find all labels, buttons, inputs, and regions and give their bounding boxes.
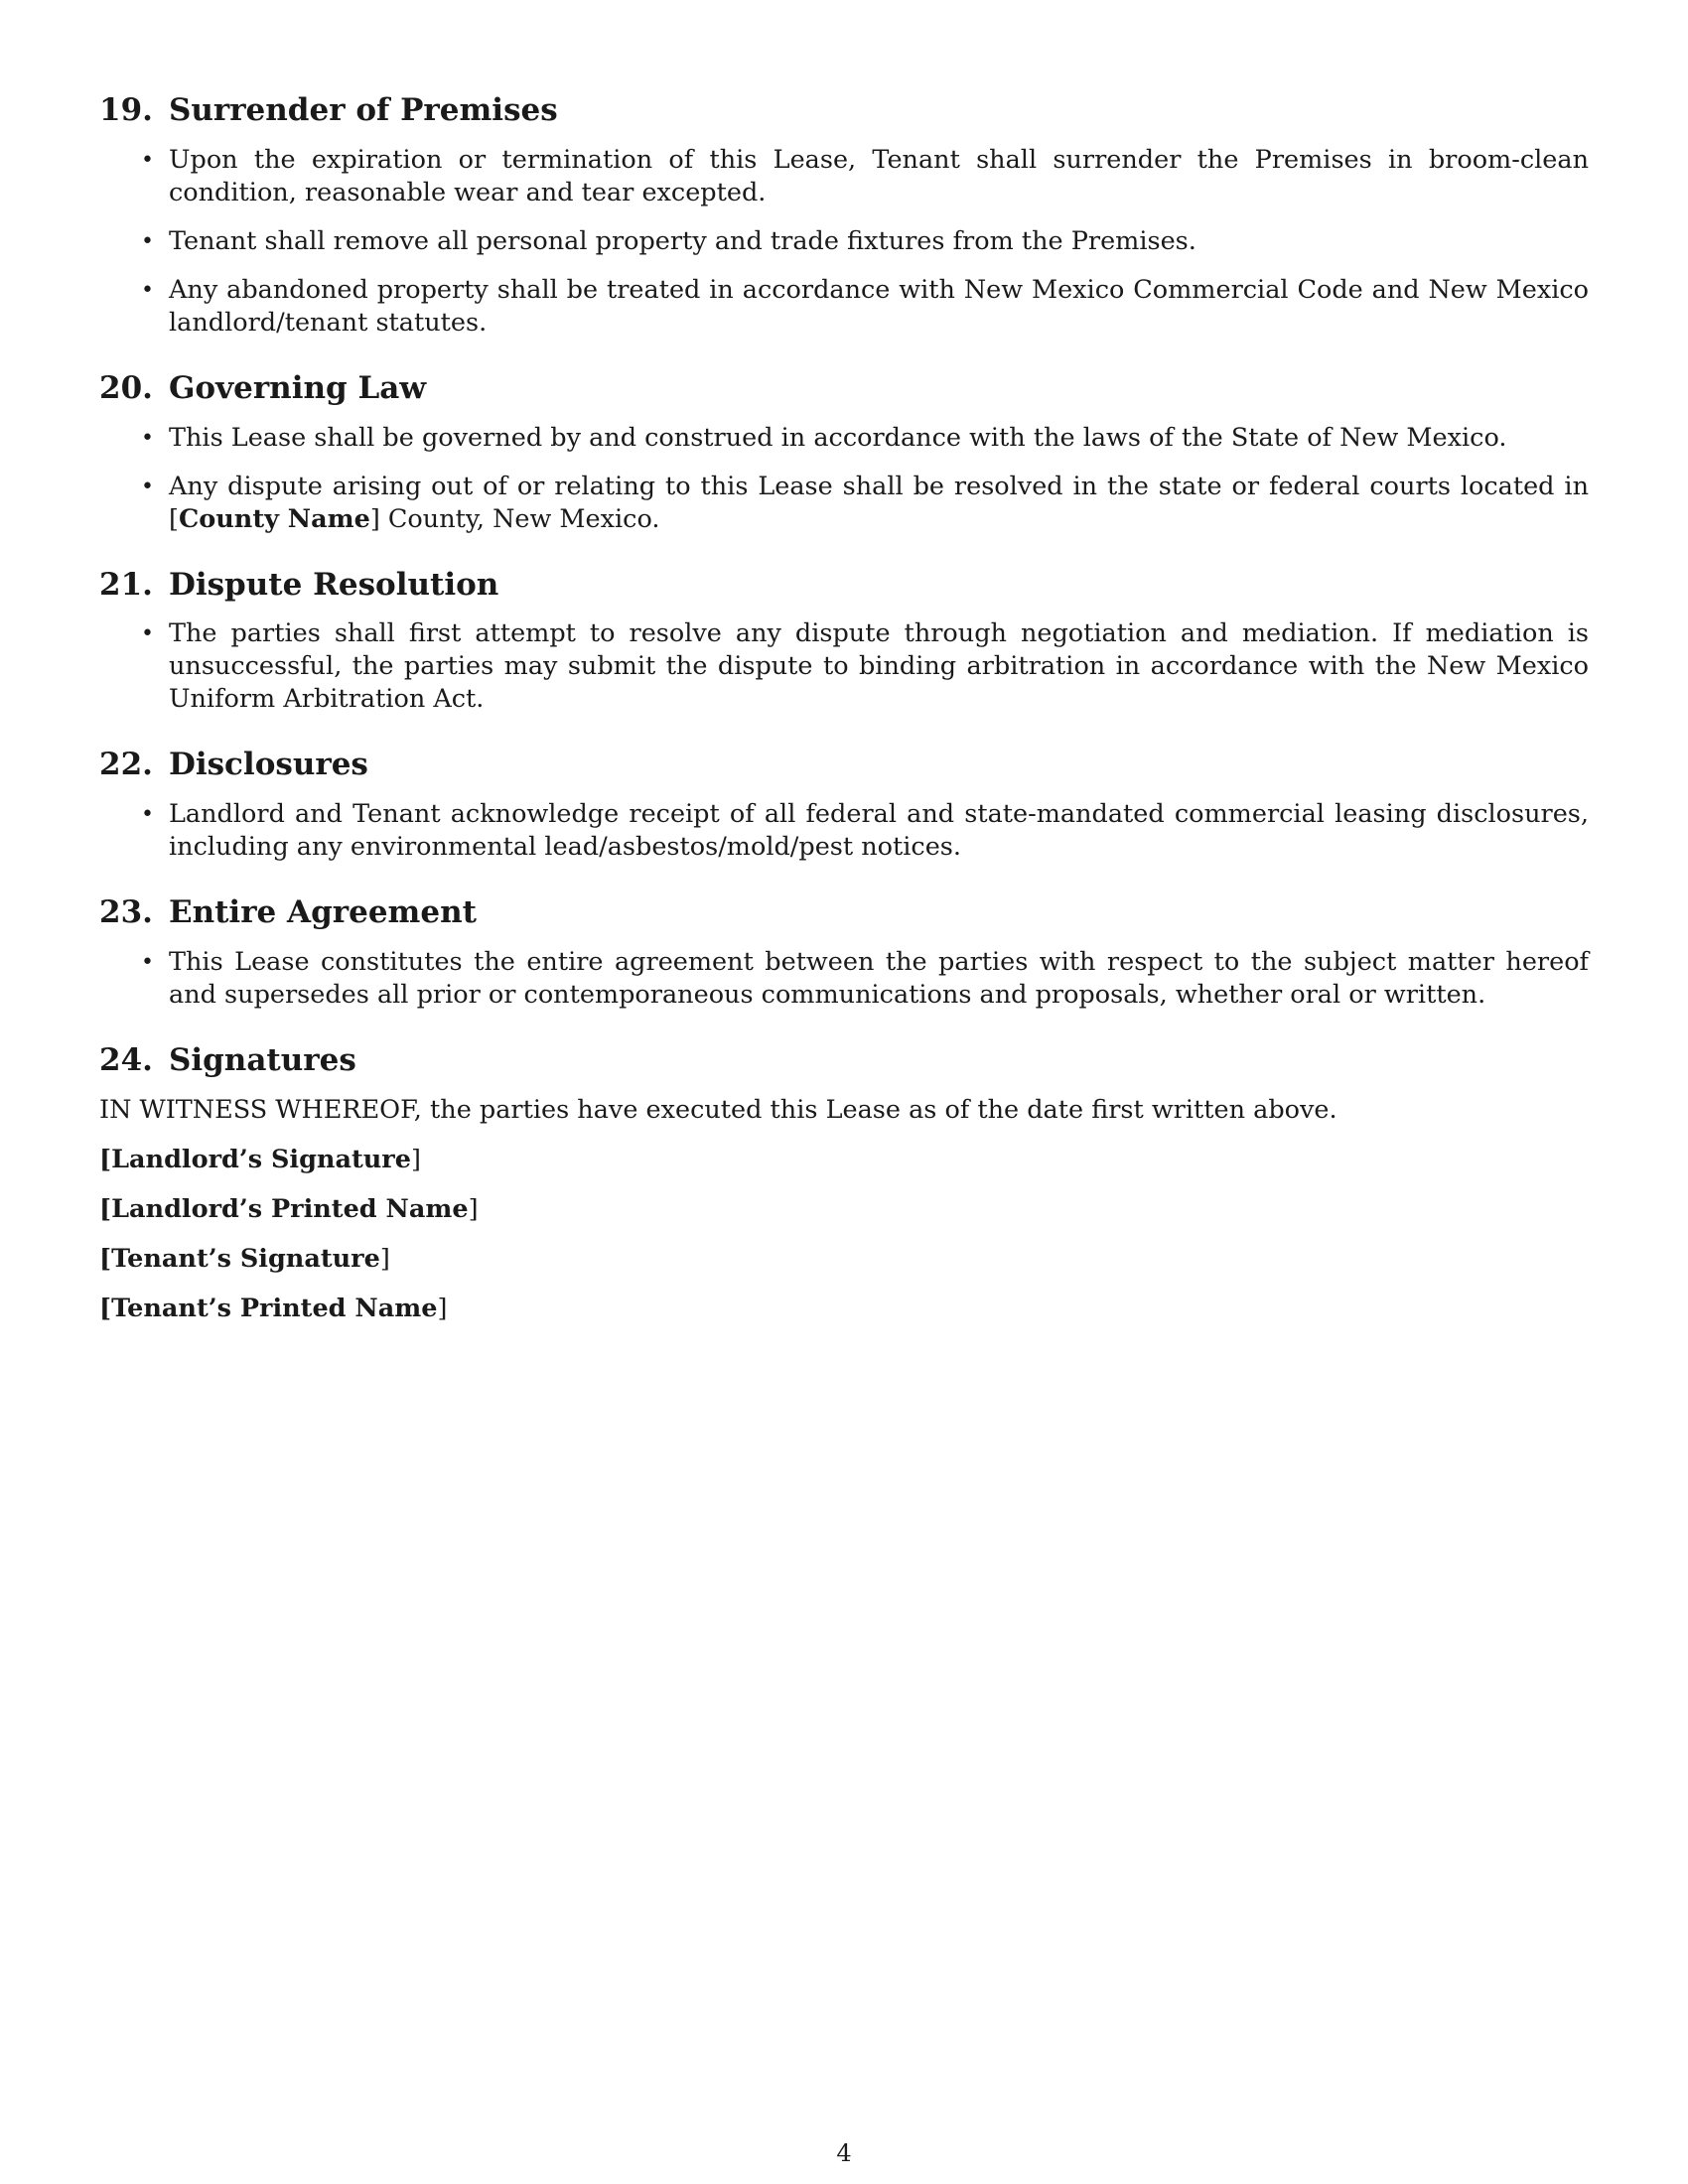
bullet-list [99, 144, 1589, 340]
section-surrender-of-premises [99, 91, 1589, 340]
list-item-text: Tenant shall remove all personal property and trade fixtures from the Premises. [169, 225, 1196, 256]
section-signatures [99, 1041, 1589, 1325]
bracket-close: ] [379, 1243, 390, 1274]
witness-paragraph: IN WITNESS WHEREOF, the parties have executed this Lease as of the date first written above. [99, 1094, 1337, 1125]
bullet-icon: • [141, 147, 154, 173]
list-item-text-before: Any dispute arising out of or relating to this Lease shall be resolved in the state or federal courts located in [ [169, 471, 1589, 534]
section-number: 19. [99, 92, 153, 128]
section-dispute-resolution [99, 566, 1589, 717]
signature-label: Tenant’s Printed Name [111, 1293, 438, 1323]
list-item [99, 617, 1589, 716]
list-item-text: This Lease shall be governed by and construed in accordance with the laws of the State of New Mexico. [169, 422, 1507, 453]
bracket-open: [ [99, 1193, 112, 1224]
signature-line-tenant-signature [99, 1243, 1589, 1276]
bracket-open: [ [99, 1243, 112, 1274]
signature-line-landlord-signature [99, 1144, 1589, 1176]
section-entire-agreement [99, 893, 1589, 1012]
list-item [99, 946, 1589, 1012]
bracket-close: ] [437, 1293, 448, 1323]
list-item-text: Any abandoned property shall be treated in accordance with New Mexico Commercial Code and New Mexico landlord/tenant statutes. [169, 274, 1589, 338]
list-item-text: The parties shall first attempt to resolve any dispute through negotiation and mediation. If mediation is unsuccessful, the parties may submit the dispute to binding arbitration in accordance with the New Mexico Uniform Arbitration Act. [169, 618, 1589, 715]
section-heading [99, 91, 1589, 130]
section-heading [99, 746, 1589, 784]
list-item [99, 144, 1589, 209]
section-title: Dispute Resolution [168, 566, 499, 603]
section-title: Surrender of Premises [168, 92, 558, 128]
section-disclosures [99, 746, 1589, 864]
signature-label: Tenant’s Signature [111, 1243, 380, 1274]
section-heading [99, 369, 1589, 408]
list-item [99, 471, 1589, 536]
bullet-icon: • [141, 474, 154, 499]
section-number: 23. [99, 894, 153, 930]
signature-label: Landlord’s Printed Name [111, 1193, 469, 1224]
section-heading [99, 1041, 1589, 1080]
list-item [99, 274, 1589, 340]
document-page [99, 91, 1589, 1355]
bullet-list [99, 946, 1589, 1012]
section-heading [99, 893, 1589, 932]
signature-line-tenant-printed-name [99, 1293, 1589, 1325]
section-title: Entire Agreement [168, 894, 477, 930]
list-item [99, 422, 1589, 455]
list-item [99, 225, 1589, 258]
bullet-list [99, 422, 1589, 536]
bullet-list [99, 798, 1589, 864]
bullet-icon: • [141, 277, 154, 303]
section-heading [99, 566, 1589, 605]
bullet-icon: • [141, 802, 154, 827]
signature-label: Landlord’s Signature [111, 1144, 411, 1174]
bullet-icon: • [141, 425, 154, 451]
section-governing-law [99, 369, 1589, 536]
list-item-text-after: ] County, New Mexico. [369, 503, 660, 534]
section-title: Signatures [168, 1041, 356, 1078]
bracket-close: ] [410, 1144, 421, 1174]
section-number: 22. [99, 747, 153, 783]
section-number: 20. [99, 369, 153, 406]
section-number: 21. [99, 566, 153, 603]
bullet-icon: • [141, 949, 154, 975]
list-item-text: This Lease constitutes the entire agreement between the parties with respect to the subject matter hereof and supersedes all prior or contemporaneous communications and proposals, whether oral or written. [169, 946, 1589, 1010]
section-number: 24. [99, 1041, 153, 1078]
section-title: Disclosures [168, 747, 368, 783]
bracket-close: ] [468, 1193, 479, 1224]
section-title: Governing Law [168, 369, 427, 406]
bullet-icon: • [141, 228, 154, 254]
list-item [99, 798, 1589, 864]
bullet-icon: • [141, 621, 154, 647]
signature-line-landlord-printed-name [99, 1193, 1589, 1226]
page-number: 4 [836, 2139, 852, 2167]
list-item-text: Landlord and Tenant acknowledge receipt of all federal and state-mandated commercial leasing disclosures, including any environmental lead/asbestos/mold/pest notices. [169, 799, 1589, 862]
bracket-open: [ [99, 1293, 112, 1323]
bracket-open: [ [99, 1144, 112, 1174]
county-name-placeholder: County Name [178, 503, 370, 534]
list-item-text: Upon the expiration or termination of this Lease, Tenant shall surrender the Premises in broom-clean condition, reasonable wear and tear excepted. [169, 144, 1589, 207]
bullet-list [99, 617, 1589, 716]
